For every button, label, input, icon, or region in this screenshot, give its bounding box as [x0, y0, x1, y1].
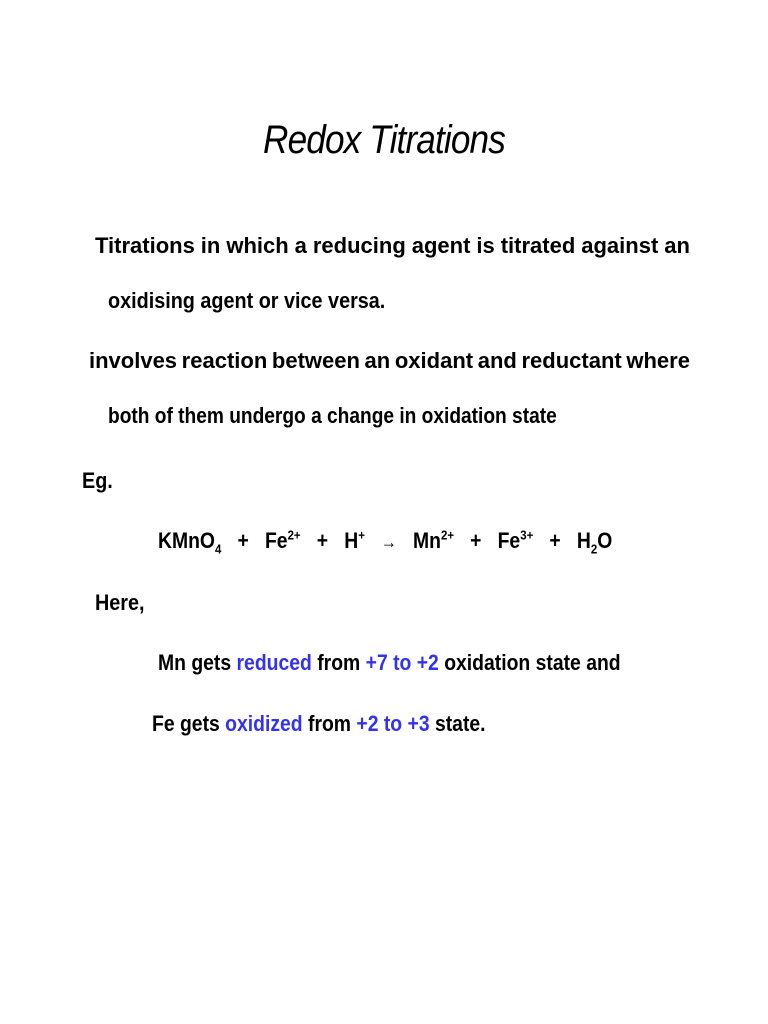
- word: in: [200, 233, 221, 258]
- word: titrated: [500, 233, 576, 258]
- involves-line-2: both of them undergo a change in oxidation state: [108, 403, 557, 428]
- fe-suffix: state.: [429, 711, 486, 736]
- reactant-fe2: $Fe^{2+}$: [264, 527, 301, 553]
- definition-line-1: [95, 233, 690, 259]
- keyword-oxidized: oxidized: [225, 711, 303, 736]
- word: where: [626, 348, 690, 373]
- word: oxidant: [394, 348, 474, 373]
- word: involves: [89, 348, 178, 373]
- example-label: Eg.: [82, 468, 113, 493]
- plus-sign: +: [470, 528, 482, 553]
- word: between: [271, 348, 360, 373]
- plus-sign: +: [237, 528, 249, 553]
- word: reductant: [521, 348, 622, 373]
- word: a: [294, 233, 307, 258]
- reaction-arrow-icon: →: [381, 532, 397, 552]
- mn-prefix: Mn gets: [158, 650, 237, 675]
- equation: [158, 527, 613, 557]
- fe-middle: from: [302, 711, 357, 736]
- fe-statement: [152, 711, 486, 737]
- mn-suffix: oxidation state and: [438, 650, 621, 675]
- here-label: Here,: [95, 590, 145, 615]
- word: against: [581, 233, 659, 258]
- plus-sign: +: [549, 528, 561, 553]
- reactant-h: H+: [344, 527, 365, 553]
- word: reducing: [312, 233, 406, 258]
- word: reaction: [181, 348, 268, 373]
- product-mn2: $Mn^{2+}$: [413, 527, 455, 553]
- mn-statement: [158, 650, 621, 676]
- involves-line-1: [89, 348, 690, 374]
- mn-middle: from: [311, 650, 366, 675]
- word: Titrations: [95, 233, 195, 258]
- word: is: [476, 233, 495, 258]
- definition-line-2: oxidising agent or vice versa.: [108, 288, 386, 313]
- mn-oxidation-range: +7 to +2: [365, 650, 439, 675]
- keyword-reduced: reduced: [236, 650, 312, 675]
- word: agent: [411, 233, 471, 258]
- slide-title: Redox Titrations: [263, 118, 505, 162]
- fe-oxidation-range: +2 to +3: [356, 711, 430, 736]
- product-h2o: $H_2O$: [576, 528, 613, 557]
- word: which: [226, 233, 289, 258]
- product-fe3: $Fe^{3+}$: [497, 527, 534, 553]
- reactant-kmno4: KMnO$_4$: [158, 528, 222, 557]
- plus-sign: +: [316, 528, 329, 553]
- word: an: [364, 348, 391, 373]
- word: an: [664, 233, 690, 258]
- fe-prefix: Fe gets: [152, 711, 226, 736]
- word: and: [477, 348, 517, 373]
